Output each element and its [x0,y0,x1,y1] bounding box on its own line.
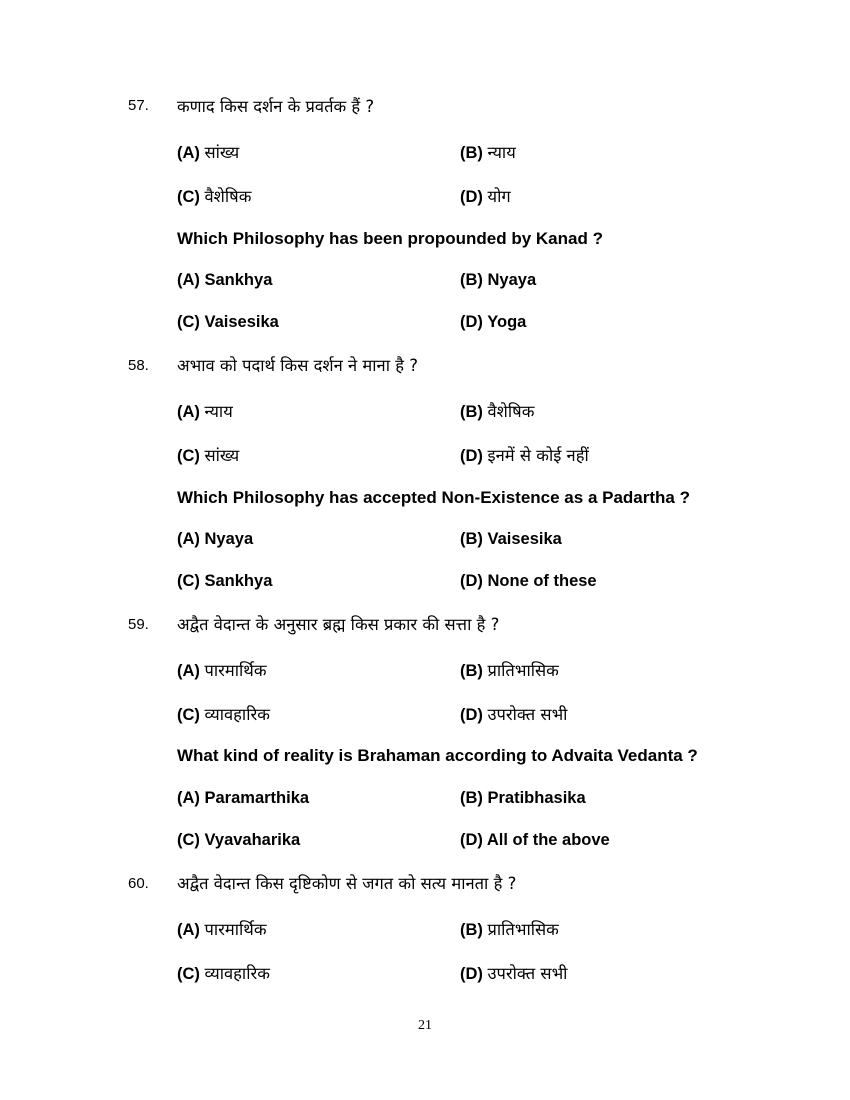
option-text: इनमें से कोई नहीं [487,446,589,465]
option-a-english [177,271,272,290]
option-text: प्रातिभासिक [487,661,559,680]
option-text: न्याय [204,402,233,421]
option-b-hindi [460,658,559,681]
question-text-hindi: अद्वैत वेदान्त किस दृष्टिकोण से जगत को सत्य मानता है ? [177,874,517,893]
option-text: पारमार्थिक [204,661,267,680]
option-text: न्याय [487,143,516,162]
page-number: 21 [418,1018,432,1033]
question-number: 60. [128,875,149,892]
option-text: Vaisesika [204,313,279,331]
option-c-english [177,572,272,591]
option-label: (C) [177,831,200,849]
option-text: None of these [487,572,597,590]
option-c-hindi [177,443,239,466]
option-label: (A) [177,662,200,680]
option-text: Vaisesika [487,530,562,548]
option-label: (C) [177,965,200,983]
option-a-english [177,789,309,808]
option-a-hindi [177,399,233,422]
option-text: Paramarthika [204,789,310,807]
option-label: (B) [460,789,483,807]
option-d-english [460,313,526,332]
option-c-english [177,831,300,850]
option-b-hindi [460,399,534,422]
question-text-hindi: अभाव को पदार्थ किस दर्शन ने माना है ? [177,356,418,375]
option-label: (A) [177,144,200,162]
option-label: (C) [177,188,200,206]
option-text: पारमार्थिक [204,920,267,939]
option-c-english [177,313,279,332]
option-text: Pratibhasika [487,789,586,807]
option-text: Yoga [487,313,527,331]
option-text: Vyavaharika [204,831,301,849]
option-label: (A) [177,271,200,289]
option-text: वैशेषिक [204,187,252,206]
option-label: (C) [177,706,200,724]
option-label: (D) [460,831,483,849]
option-label: (C) [177,572,200,590]
option-b-english [460,530,562,549]
option-text: व्यावहारिक [204,705,270,724]
option-text: सांख्य [204,446,240,465]
option-c-hindi [177,961,270,984]
option-text: सांख्य [204,143,240,162]
option-d-english [460,572,597,591]
option-b-hindi [460,917,559,940]
option-label: (D) [460,572,483,590]
option-text: Sankhya [204,572,273,590]
question-text-english: Which Philosophy has accepted Non-Existence as a Padartha ? [177,488,690,507]
option-label: (B) [460,530,483,548]
option-label: (D) [460,706,483,724]
question-text-english: Which Philosophy has been propounded by Kanad ? [177,229,603,248]
option-label: (D) [460,188,483,206]
question-number: 57. [128,97,149,114]
option-b-english [460,789,586,808]
option-b-english [460,271,536,290]
question-number: 58. [128,357,149,374]
option-a-hindi [177,140,239,163]
option-text: उपरोक्त सभी [487,705,568,724]
option-label: (A) [177,789,200,807]
option-label: (D) [460,447,483,465]
option-text: All of the above [486,831,610,849]
option-a-hindi [177,658,267,681]
option-label: (C) [177,447,200,465]
option-text: Nyaya [487,271,537,289]
option-text: वैशेषिक [487,402,535,421]
option-label: (D) [460,965,483,983]
option-a-english [177,530,253,549]
option-c-hindi [177,184,251,207]
option-text: Sankhya [204,271,273,289]
question-text-english: What kind of reality is Brahaman according to Advaita Vedanta ? [177,746,698,765]
option-label: (B) [460,403,483,421]
option-text: उपरोक्त सभी [487,964,568,983]
option-b-hindi [460,140,516,163]
option-label: (A) [177,530,200,548]
option-label: (A) [177,921,200,939]
option-text: Nyaya [204,530,254,548]
option-label: (B) [460,144,483,162]
question-text-hindi: कणाद किस दर्शन के प्रवर्तक हैं ? [177,97,375,116]
option-label: (B) [460,271,483,289]
option-label: (D) [460,313,483,331]
option-text: प्रातिभासिक [487,920,559,939]
question-number: 59. [128,616,149,633]
option-label: (B) [460,662,483,680]
option-a-hindi [177,917,267,940]
option-d-hindi [460,184,511,207]
option-text: योग [487,187,511,206]
option-text: व्यावहारिक [204,964,270,983]
option-label: (C) [177,313,200,331]
option-label: (B) [460,921,483,939]
question-text-hindi: अद्वैत वेदान्त के अनुसार ब्रह्म किस प्रकार की सत्ता है ? [177,615,500,634]
option-c-hindi [177,702,270,725]
option-label: (A) [177,403,200,421]
option-d-hindi [460,443,589,466]
option-d-hindi [460,702,567,725]
option-d-english [460,831,610,850]
option-d-hindi [460,961,567,984]
